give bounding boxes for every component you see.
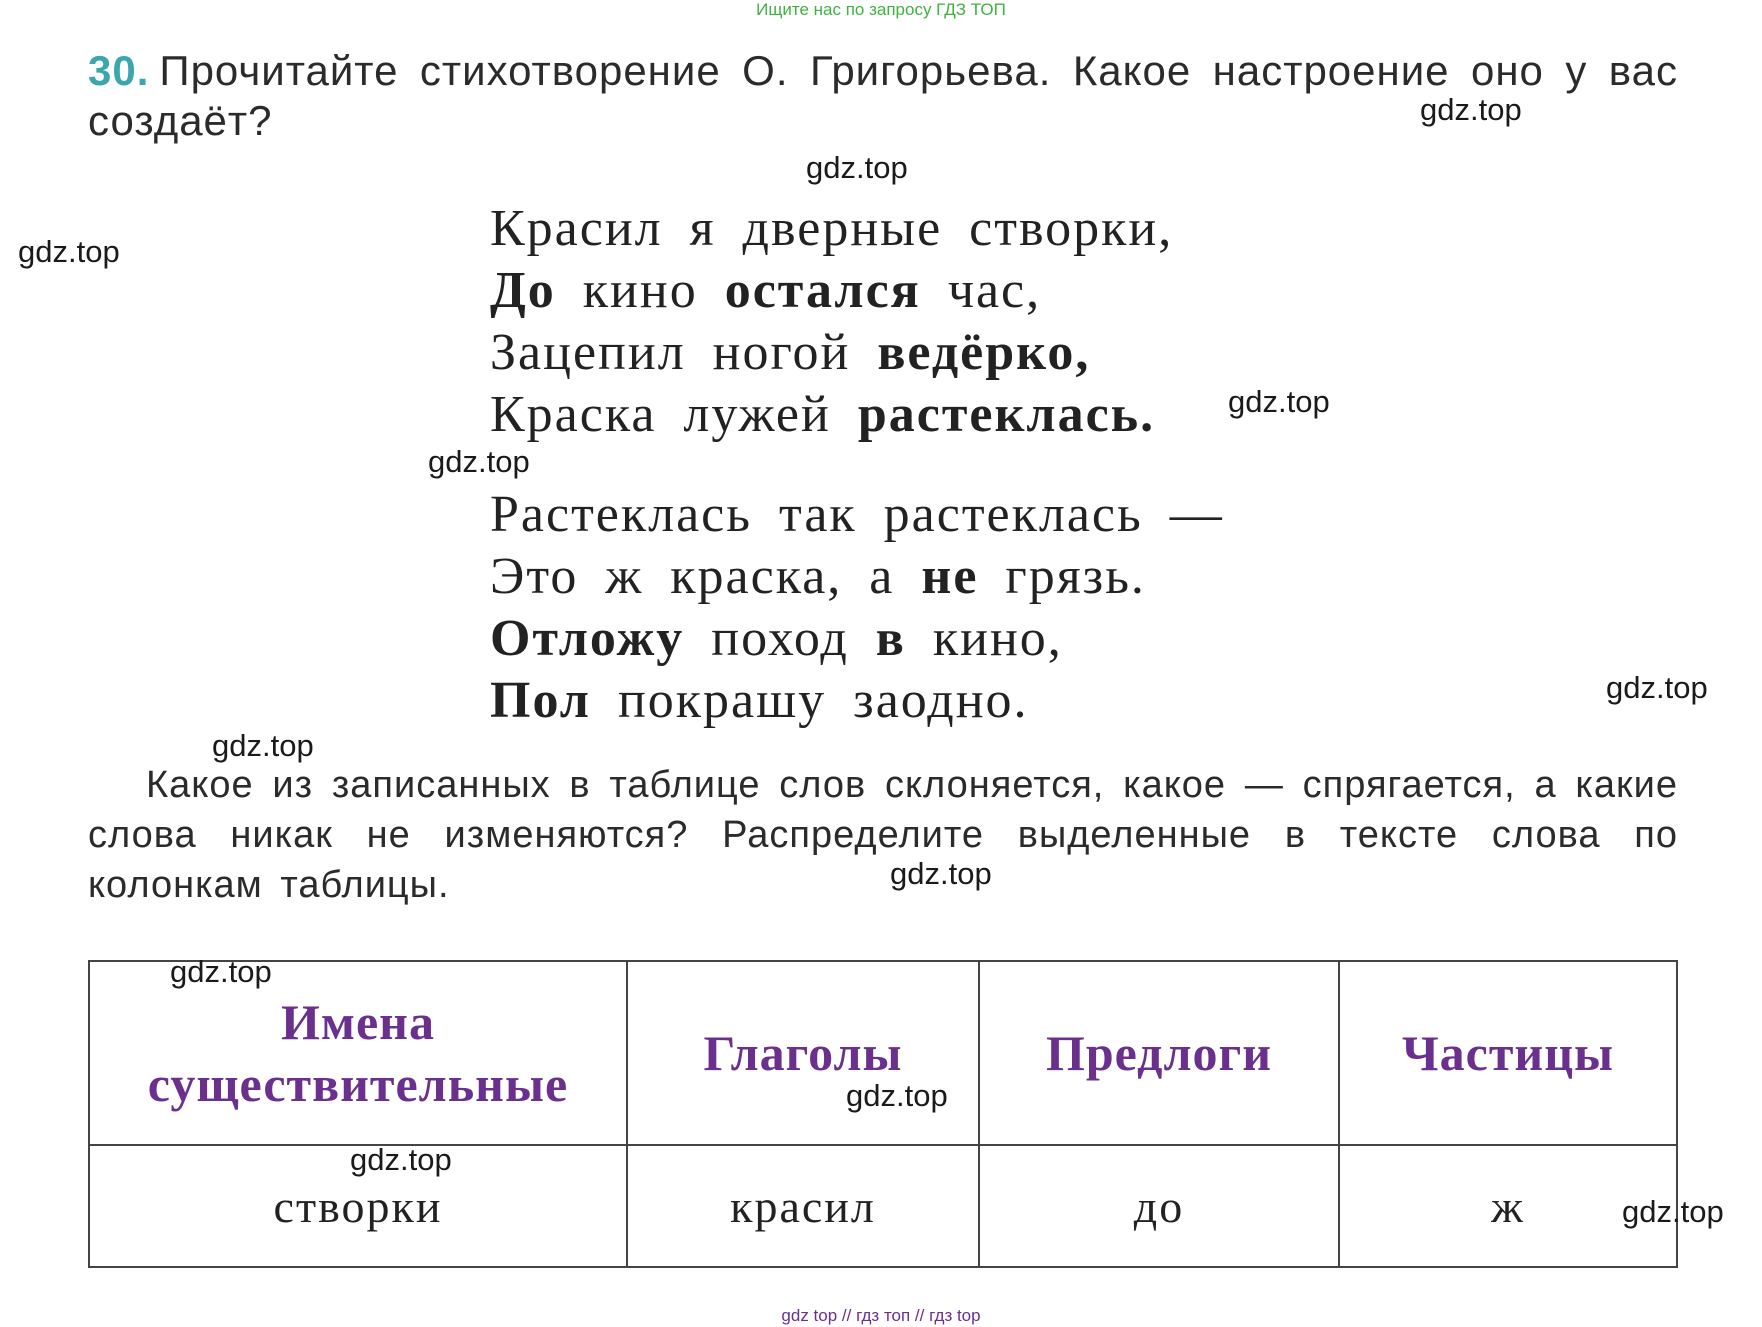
watermark: gdz.top: [18, 234, 120, 269]
header-verbs: Глаголы: [627, 961, 979, 1145]
watermark: gdz.top: [890, 856, 992, 891]
header-note: Ищите нас по запросу ГДЗ ТОП: [756, 0, 1006, 19]
watermark: gdz.top: [170, 954, 272, 989]
poem-line: Зацепил ногой ведёрко,: [490, 324, 1091, 381]
table-header-row: [89, 961, 1677, 1145]
poem-line: Отложу поход в кино,: [490, 610, 1063, 667]
cell-particles: ж: [1339, 1145, 1677, 1267]
header-particles: Частицы: [1339, 961, 1677, 1145]
cell-verbs: красил: [627, 1145, 979, 1267]
header-prepositions: Предлоги: [979, 961, 1339, 1145]
watermark: gdz.top: [212, 728, 314, 763]
watermark: gdz.top: [1228, 384, 1330, 419]
watermark: gdz.top: [1622, 1194, 1724, 1229]
watermark: gdz.top: [428, 444, 530, 479]
poem-line: Это ж краска, а не грязь.: [490, 548, 1146, 605]
watermark: gdz.top: [1420, 92, 1522, 127]
poem-line: Красил я дверные створки,: [490, 200, 1174, 257]
footer-note: gdz top // гдз топ // гдз top: [781, 1306, 981, 1325]
poem-line: Краска лужей растеклась.: [490, 386, 1156, 443]
parts-of-speech-table: [88, 960, 1678, 1268]
task-number: 30.: [88, 47, 150, 94]
poem-line: До кино остался час,: [490, 262, 1042, 319]
poem-stanza-2: [490, 484, 1224, 732]
watermark: gdz.top: [1606, 670, 1708, 705]
watermark: gdz.top: [806, 150, 908, 185]
watermark: gdz.top: [350, 1142, 452, 1177]
poem-stanza-1: [490, 198, 1173, 446]
cell-prepositions: до: [979, 1145, 1339, 1267]
poem-line: Пол покрашу заодно.: [490, 672, 1029, 729]
header-nouns: Имена существительные: [89, 961, 627, 1145]
poem-line: Растеклась так растеклась —: [490, 486, 1224, 543]
table-row: [89, 1145, 1677, 1267]
cell-nouns: створки: [89, 1145, 627, 1267]
watermark: gdz.top: [846, 1078, 948, 1113]
task-text: Прочитайте стихотворение О. Григорьева. Какое настроение оно у вас создаёт?: [88, 47, 1678, 144]
instruction-paragraph: Какое из записанных в таблице слов склоняется, какое — спрягается, а какие слова никак не изменяются? Распределите выделенные в тексте слова по колонкам таблицы.: [88, 764, 1678, 906]
